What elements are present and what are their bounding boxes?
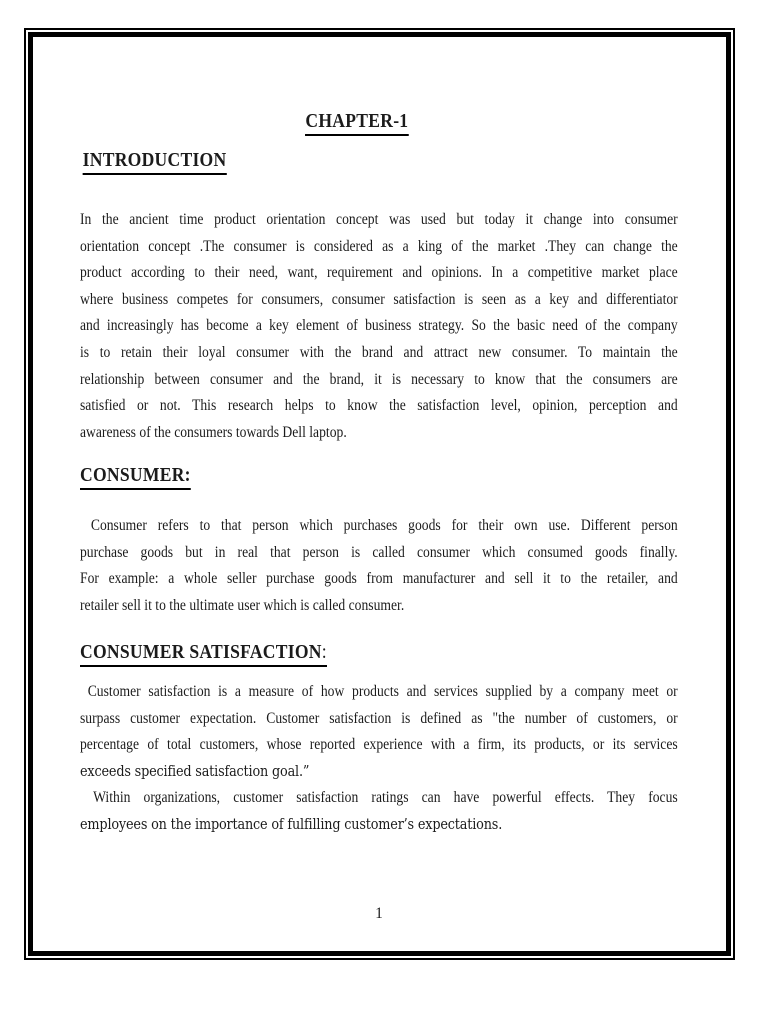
paragraph-consumer-satisfaction-1	[80, 679, 678, 785]
section-heading-consumer-satisfaction-colon: :	[321, 641, 327, 663]
text-line: For example: a whole seller purchase goods from manufacturer and sell it to the retailer, and	[80, 570, 678, 588]
section-heading-consumer: CONSUMER:	[80, 464, 191, 490]
chapter-title-line	[80, 110, 678, 136]
text-line: Consumer refers to that person which purchases goods for their own use. Different person	[80, 517, 678, 534]
paragraph-consumer-satisfaction-2	[80, 785, 678, 838]
text-line: awareness of the consumers towards Dell laptop.	[80, 423, 347, 441]
text-line: is to retain their loyal consumer with the brand and attract new consumer. To maintain the	[80, 343, 678, 361]
text-line: Within organizations, customer satisfaction ratings can have powerful effects. They focus	[80, 789, 678, 806]
section-heading-consumer-satisfaction	[80, 641, 327, 667]
paragraph-introduction	[80, 207, 678, 446]
text-line: In the ancient time product orientation concept was used but today it change into consumer	[80, 211, 678, 228]
text-line: purchase goods but in real that person is called consumer which consumed goods finally.	[80, 543, 678, 561]
paragraph-consumer	[80, 513, 678, 619]
section-introduction-heading-row	[80, 149, 678, 175]
section-consumer-heading-row	[80, 464, 678, 490]
section-consumer-satisfaction-heading-row	[80, 641, 678, 667]
text-line: satisfied or not. This research helps to know the satisfaction level, opinion, perception and	[80, 397, 678, 415]
text-line: Customer satisfaction is a measure of how products and services supplied by a company meet or	[80, 683, 678, 700]
text-line: product according to their need, want, requirement and opinions. In a competitive market place	[80, 264, 678, 282]
text-line: relationship between consumer and the brand, it is necessary to know that the consumers are	[80, 370, 678, 388]
text-line: employees on the importance of fulfilling customer’s expectations.	[80, 815, 503, 833]
text-line: exceeds specified satisfaction goal.”	[80, 762, 310, 780]
text-line: percentage of total customers, whose reported experience with a firm, its products, or its services	[80, 736, 678, 754]
text-line: and increasingly has become a key element of business strategy. So the basic need of the company	[80, 317, 678, 335]
text-line: retailer sell it to the ultimate user which is called consumer.	[80, 596, 405, 614]
chapter-title-row	[80, 110, 678, 136]
section-heading-introduction: INTRODUCTION	[83, 149, 227, 175]
text-line: orientation concept .The consumer is considered as a king of the market .They can change the	[80, 237, 678, 255]
chapter-title: CHAPTER-1	[305, 110, 408, 136]
section-heading-consumer-satisfaction-text: CONSUMER SATISFACTION	[80, 641, 322, 663]
text-line: surpass customer expectation. Customer satisfaction is defined as "the number of customers, or	[80, 709, 678, 727]
page-number: 1	[375, 905, 383, 922]
text-line: where business competes for consumers, consumer satisfaction is seen as a key and differentiator	[80, 290, 678, 308]
